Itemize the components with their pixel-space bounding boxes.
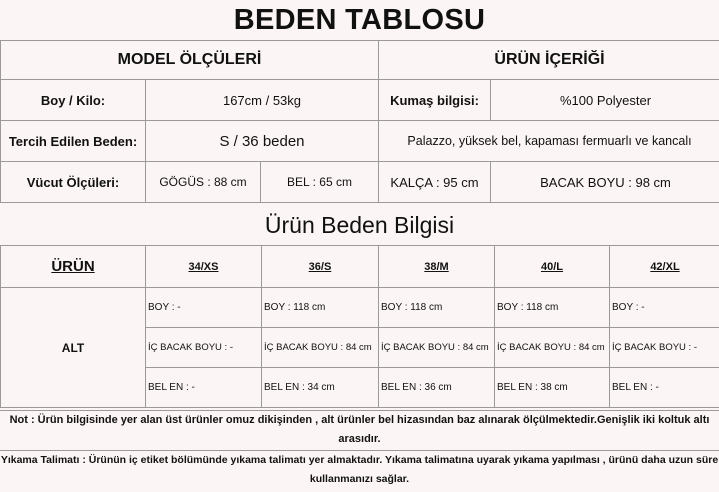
boy-cell: BOY : 118 cm	[262, 288, 379, 328]
bel-en-cell: BEL EN : 34 cm	[262, 368, 379, 408]
ic-bacak-cell: İÇ BACAK BOYU : -	[146, 328, 262, 368]
boy-cell: BOY : 118 cm	[379, 288, 495, 328]
beden-value: S / 36 beden	[146, 121, 379, 162]
boy-kilo-label: Boy / Kilo:	[1, 80, 146, 121]
bel-en-cell: BEL EN : -	[146, 368, 262, 408]
model-olculeri-header: MODEL ÖLÇÜLERİ	[1, 41, 379, 80]
measurement-note: Not : Ürün bilgisinde yer alan üst ürünler omuz dikişinden , alt ürünler bel hizasından baz alınarak ölçülmektedir.Genişlik iki koltuk altı arasıdır.	[0, 410, 719, 451]
ic-bacak-cell: İÇ BACAK BOYU : 84 cm	[495, 328, 610, 368]
page-title: BEDEN TABLOSU	[0, 0, 719, 40]
beden-desc: Palazzo, yüksek bel, kapaması fermuarlı ve kancalı	[379, 121, 719, 162]
kumas-label: Kumaş bilgisi:	[379, 80, 491, 121]
model-info-table	[0, 40, 719, 203]
size-header: 42/XL	[610, 246, 719, 288]
boy-cell: BOY : -	[146, 288, 262, 328]
size-header: 38/M	[379, 246, 495, 288]
alt-label: ALT	[1, 288, 146, 408]
size-header: 40/L	[495, 246, 610, 288]
ic-bacak-cell: İÇ BACAK BOYU : -	[610, 328, 719, 368]
bel-en-cell: BEL EN : -	[610, 368, 719, 408]
size-header: 34/XS	[146, 246, 262, 288]
size-header: 36/S	[262, 246, 379, 288]
washing-instruction: Yıkama Talimatı : Ürünün iç etiket bölümünde yıkama talimatı yer almaktadır. Yıkama talimatına uyarak yıkama yapılması , ürünü daha uzun süre kullanmanızı sağlar.	[0, 450, 719, 492]
size-table	[0, 245, 719, 408]
urun-icerigi-header: ÜRÜN İÇERİĞİ	[379, 41, 719, 80]
bel-en-cell: BEL EN : 36 cm	[379, 368, 495, 408]
ic-bacak-cell: İÇ BACAK BOYU : 84 cm	[379, 328, 495, 368]
gogus-value: GÖGÜS : 88 cm	[146, 162, 261, 203]
urun-header: ÜRÜN	[1, 246, 146, 288]
ic-bacak-cell: İÇ BACAK BOYU : 84 cm	[262, 328, 379, 368]
bel-en-cell: BEL EN : 38 cm	[495, 368, 610, 408]
section-subtitle: Ürün Beden Bilgisi	[0, 205, 719, 245]
bel-value: BEL : 65 cm	[261, 162, 379, 203]
boy-cell: BOY : -	[610, 288, 719, 328]
kumas-value: %100 Polyester	[491, 80, 719, 121]
bacak-value: BACAK BOYU : 98 cm	[491, 162, 719, 203]
kalca-value: KALÇA : 95 cm	[379, 162, 491, 203]
vucut-label: Vücut Ölçüleri:	[1, 162, 146, 203]
beden-label: Tercih Edilen Beden:	[1, 121, 146, 162]
boy-cell: BOY : 118 cm	[495, 288, 610, 328]
boy-kilo-value: 167cm / 53kg	[146, 80, 379, 121]
